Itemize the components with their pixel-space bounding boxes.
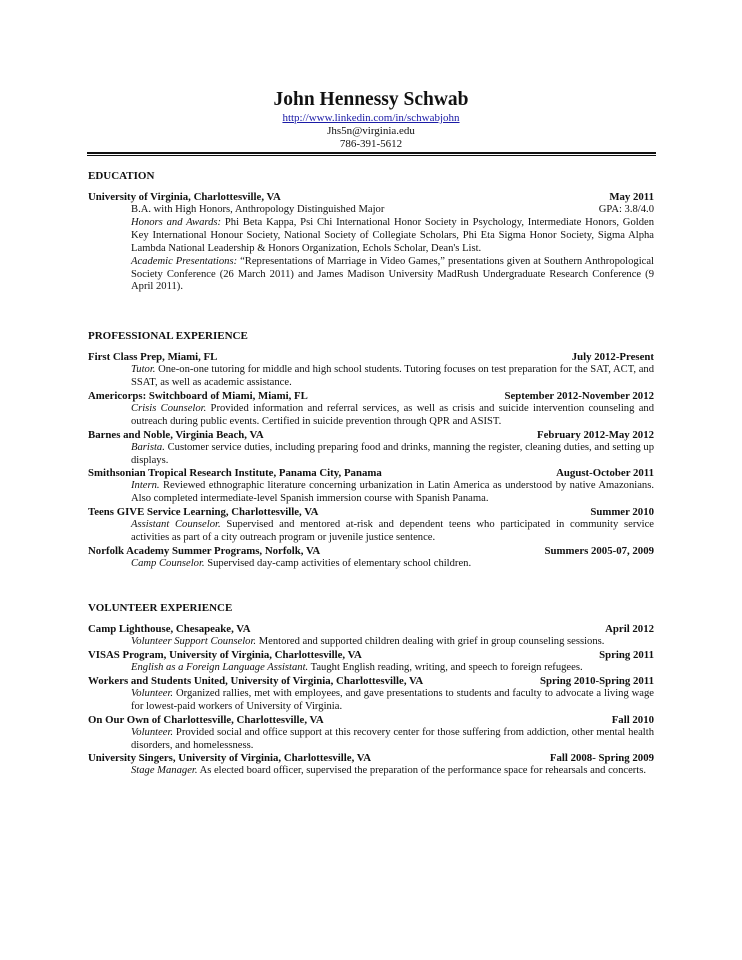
graduation-date: May 2011 — [609, 191, 654, 203]
organization: Barnes and Noble, Virginia Beach, VA — [88, 428, 264, 441]
role-title: Volunteer. — [131, 726, 174, 738]
role-description: Supervised and mentored at-risk and dependent teens who participated in community service activities as part of a city outreach program or juvenile justice sentence. — [131, 519, 655, 544]
candidate-name: John Hennessy Schwab — [273, 89, 469, 110]
entry-description — [131, 727, 654, 753]
role-title: Stage Manager. — [131, 765, 198, 777]
role-title: English as a Foreign Language Assistant. — [131, 661, 309, 673]
organization: On Our Own of Charlottesville, Charlottesville, VA — [88, 713, 324, 726]
entry-header — [88, 675, 654, 688]
professional-heading: PROFESSIONAL EXPERIENCE — [88, 330, 248, 342]
education-heading: EDUCATION — [88, 170, 155, 182]
role-description: Supervised day-camp activities of elementary school children. — [204, 558, 472, 570]
date-range: Summers 2005-07, 2009 — [544, 545, 654, 558]
experience-entry — [88, 675, 654, 714]
date-range: Fall 2010 — [611, 713, 654, 726]
gpa: GPA: 3.8/4.0 — [598, 204, 654, 215]
role-description: Taught English reading, writing, and speech to foreign refugees. — [308, 661, 583, 673]
date-range: July 2012-Present — [571, 351, 654, 363]
organization: VISAS Program, University of Virginia, Charlottesville, VA — [88, 648, 362, 661]
entry-header — [88, 714, 654, 727]
role-title: Barista. — [131, 441, 165, 453]
school-name: University of Virginia, Charlottesville, VA — [88, 191, 281, 203]
role-description: Organized rallies, met with employees, and gave presentations to students and faculty to advocate a living wage for lowest-paid workers of University of Virginia. — [131, 687, 654, 712]
organization: Americorps: Switchboard of Miami, Miami, FL — [88, 389, 308, 402]
date-range: Summer 2010 — [590, 506, 654, 519]
email-address: Jhs5n@virginia.edu — [327, 125, 415, 137]
experience-entry — [88, 623, 654, 649]
role-title: Assistant Counselor. — [131, 519, 221, 531]
role-title: Volunteer. — [131, 687, 174, 699]
volunteer-section — [88, 602, 654, 778]
professional-section — [88, 330, 654, 571]
date-range: February 2012-May 2012 — [537, 428, 654, 441]
entry-description — [131, 364, 654, 390]
experience-entry — [88, 714, 654, 753]
organization: University Singers, University of Virginia, Charlottesville, VA — [88, 752, 372, 765]
entry-description — [131, 403, 654, 429]
date-range: Spring 2010-Spring 2011 — [540, 674, 654, 687]
honors-label: Honors and Awards: — [131, 216, 222, 228]
experience-entry — [88, 545, 654, 571]
header-divider — [87, 152, 656, 154]
entry-header — [88, 429, 654, 442]
role-title: Intern. — [131, 480, 160, 492]
entry-header — [88, 623, 654, 636]
volunteer-heading: VOLUNTEER EXPERIENCE — [88, 602, 233, 614]
experience-entry — [88, 649, 654, 675]
entry-header — [88, 649, 654, 662]
date-range: September 2012-November 2012 — [504, 389, 654, 402]
role-title: Tutor. — [131, 364, 156, 375]
degree-row — [131, 204, 654, 217]
date-range: April 2012 — [605, 623, 654, 635]
role-title: Crisis Counselor. — [131, 402, 207, 414]
entry-header — [88, 351, 654, 364]
date-range: Fall 2008- Spring 2009 — [549, 752, 654, 765]
experience-entry — [88, 429, 654, 468]
entry-description — [131, 558, 654, 571]
professional-list — [88, 351, 654, 571]
honors-text: Phi Beta Kappa, Psi Chi International Honor Society in Psychology, Intermediate Honors, Golden Key International Honour Society, National Society of Collegiate Scholars, Phi Eta Sigma Honor Society, Sigma Alpha Lambda National Leadership & Honors Organization, Echols Scholar, Dean's List. — [131, 216, 654, 254]
experience-entry — [88, 752, 654, 778]
role-description: Provided social and office support at this recovery center for those suffering from addiction, other mental health disorders, and homelessness. — [131, 726, 654, 751]
education-section — [88, 170, 654, 294]
entry-header — [88, 467, 654, 480]
entry-description — [131, 688, 654, 714]
entry-header — [88, 752, 654, 765]
experience-entry — [88, 351, 654, 390]
entry-header — [88, 545, 654, 558]
degree: B.A. with High Honors, Anthropology Distinguished Major — [131, 204, 385, 215]
entry-description — [131, 662, 654, 675]
honors-awards — [131, 217, 654, 256]
entry-description — [131, 442, 654, 468]
organization: Norfolk Academy Summer Programs, Norfolk, VA — [88, 545, 321, 558]
organization: Teens GIVE Service Learning, Charlottesville, VA — [88, 506, 319, 519]
entry-description — [131, 636, 654, 649]
education-school-row — [88, 191, 654, 204]
role-description: Mentored and supported children dealing with grief in group counseling sessions. — [256, 636, 605, 647]
experience-entry — [88, 390, 654, 429]
entry-description — [131, 765, 654, 778]
entry-description — [131, 519, 654, 545]
organization: Workers and Students United, University of Virginia, Charlottesville, VA — [88, 674, 424, 687]
role-description: One-on-one tutoring for middle and high school students. Tutoring focuses on test preparation for the SAT, ACT, and SSAT, as well as academic assistance. — [131, 364, 654, 388]
role-description: Reviewed ethnographic literature concerning urbanization in Latin America as understood by native Amazonians. Also completed intermediate-level Spanish immersion course with Spanish Panama. — [131, 480, 654, 505]
role-description: Customer service duties, including preparing food and drinks, manning the register, cleaning duties, and setting up displays. — [131, 441, 654, 466]
header-divider-thin — [87, 155, 656, 156]
date-range: Spring 2011 — [599, 648, 654, 661]
academic-presentations — [131, 256, 654, 295]
role-title: Volunteer Support Counselor. — [131, 636, 257, 647]
role-title: Camp Counselor. — [131, 558, 205, 570]
organization: First Class Prep, Miami, FL — [88, 351, 218, 363]
experience-entry — [88, 506, 654, 545]
presentations-label: Academic Presentations: — [131, 255, 238, 267]
experience-entry — [88, 467, 654, 506]
entry-header — [88, 390, 654, 403]
phone-number: 786-391-5612 — [339, 138, 403, 150]
date-range: August-October 2011 — [556, 467, 654, 480]
role-description: Provided information and referral services, as well as crisis and suicide intervention counseling and outreach during public events. Certified in suicide prevention through QPR and ASIST. — [131, 402, 654, 427]
entry-description — [131, 480, 654, 506]
organization: Smithsonian Tropical Research Institute, Panama City, Panama — [88, 467, 382, 480]
linkedin-link[interactable]: http://www.linkedin.com/in/schwabjohn — [282, 112, 460, 124]
entry-header — [88, 506, 654, 519]
presentations-text: “Representations of Marriage in Video Games,” presentations given at Southern Anthropological Society Conference (26 March 2011) and James Madison University MadRush Undergraduate Research Conference (9 April 2011). — [131, 255, 654, 293]
role-description: As elected board officer, supervised the preparation of the performance space for rehearsals and concerts. — [197, 765, 647, 777]
volunteer-list — [88, 623, 654, 778]
organization: Camp Lighthouse, Chesapeake, VA — [88, 623, 251, 635]
